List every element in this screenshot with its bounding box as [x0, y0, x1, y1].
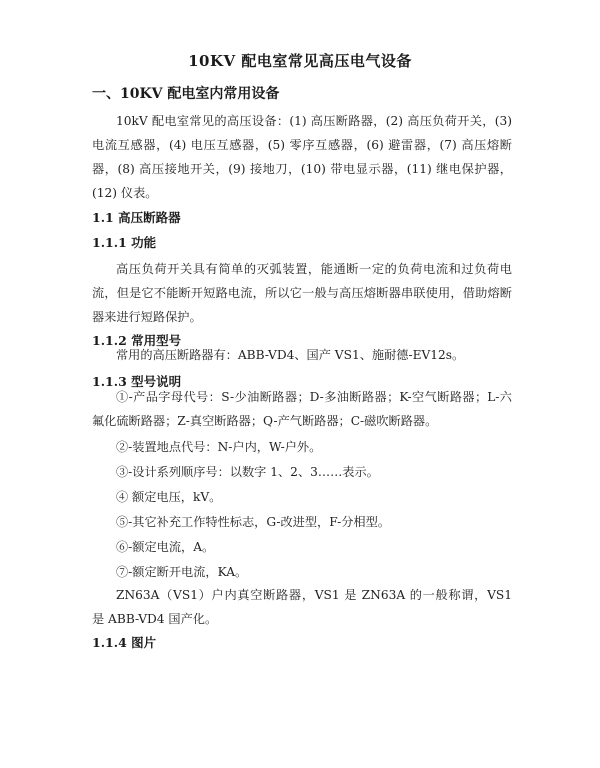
heading-1-1-3: 1.1.3 型号说明: [92, 374, 182, 389]
document-title: 10KV 配电室常见高压电气设备: [188, 52, 412, 70]
model-item-1: ①-产品字母代号：S-少油断路器；D-多油断路器；K-空气断路器；L-六氟化硫断路器；Z-真空断路器；Q-产气断路器；C-磁吹断路器。: [92, 390, 512, 428]
model-item-5: ⑤-其它补充工作特性标志，G-改进型，F-分相型。: [116, 515, 390, 529]
heading-1-1-4: 1.1.4 图片: [92, 635, 157, 650]
model-item-6: ⑥-额定电流，A。: [116, 540, 215, 554]
model-item-4: ④ 额定电压，kV。: [116, 490, 222, 504]
model-item-3: ③-设计系列顺序号：以数字 1、2、3……表示。: [116, 465, 379, 479]
section-heading-1: 一、10KV 配电室内常用设备: [92, 86, 280, 102]
function-paragraph: 高压负荷开关具有简单的灭弧装置，能通断一定的负荷电流和过负荷电流，但是它不能断开短路电流，所以它一般与高压熔断器串联使用，借助熔断器来进行短路保护。: [92, 262, 512, 324]
model-item-2: ②-装置地点代号：N-户内，W-户外。: [116, 440, 322, 454]
intro-paragraph: 10kV 配电室常见的高压设备：(1) 高压断路器，(2) 高压负荷开关，(3) 电流互感器，(4) 电压互感器，(5) 零序互感器，(6) 避雷器，(7) 高压熔断器，(8) 高压接地开关，(9) 接地刀，(10) 带电显示器，(11) 继电保护器，(12) 仪表。: [92, 114, 512, 200]
models-paragraph: 常用的高压断路器有：ABB-VD4、国产 VS1、施耐德-EV12s。: [116, 348, 465, 362]
heading-1-1-1: 1.1.1 功能: [92, 235, 157, 250]
heading-1-1: 1.1 高压断路器: [92, 210, 181, 225]
model-note: ZN63A（VS1）户内真空断路器，VS1 是 ZN63A 的一般称谓，VS1 是 ABB-VD4 国产化。: [92, 588, 512, 626]
model-item-7: ⑦-额定断开电流，KA。: [116, 565, 248, 579]
heading-1-1-2: 1.1.2 常用型号: [92, 333, 182, 348]
